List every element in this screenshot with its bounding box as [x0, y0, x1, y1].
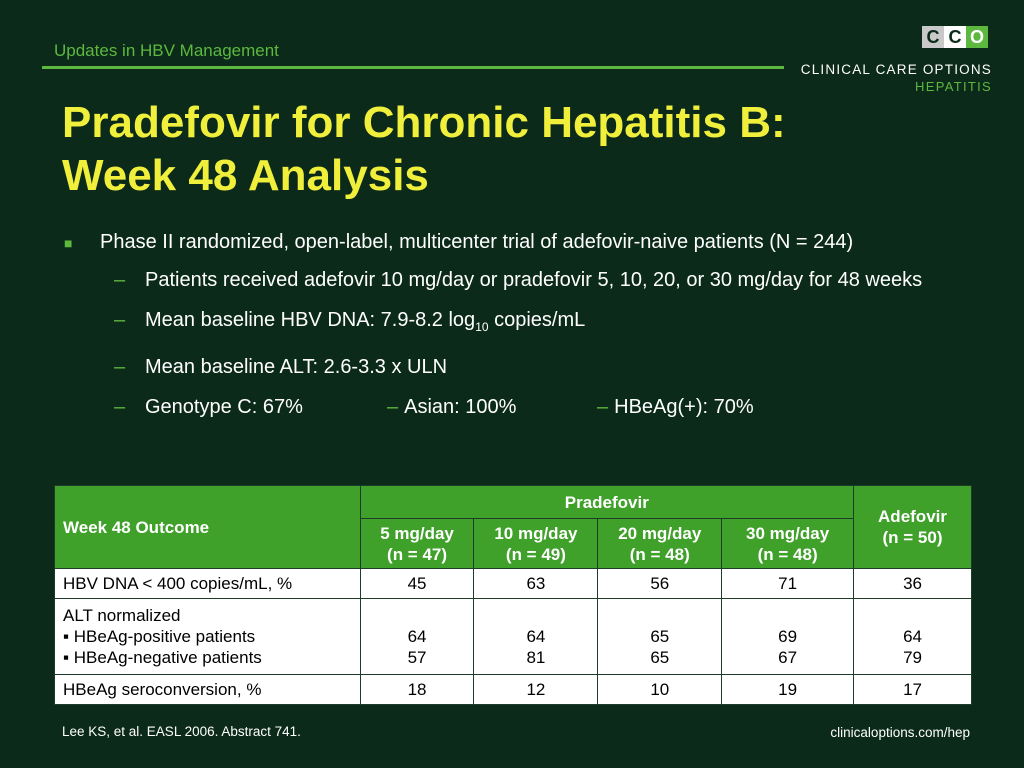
title-line-1: Pradefovir for Chronic Hepatitis B: — [62, 98, 786, 147]
cell-value-positive: 64 — [903, 627, 922, 646]
table-row — [55, 599, 972, 675]
logo-letter-2: C — [944, 26, 966, 48]
sub-bullet-dosing — [62, 268, 982, 292]
asian-text: Asian: 100% — [404, 396, 517, 418]
dose-label: 10 mg/day — [494, 523, 578, 543]
sub-bullet-text: Patients received adefovir 10 mg/day or pradefovir 5, 10, 20, or 30 mg/day for 48 weeks — [145, 269, 923, 291]
reference-citation: Lee KS, et al. EASL 2006. Abstract 741. — [62, 724, 301, 739]
section-label: Updates in HBV Management — [54, 41, 279, 60]
dash-icon: – — [114, 356, 126, 378]
table-cell — [360, 599, 474, 675]
dash-icon: – — [387, 396, 399, 418]
table-cell: 19 — [722, 675, 854, 705]
title-line-2: Week 48 Analysis — [62, 151, 429, 200]
table-cell: 45 — [360, 569, 474, 599]
table-cell: 10 — [598, 675, 722, 705]
table-cell: 56 — [598, 569, 722, 599]
sub-bullets — [62, 268, 982, 419]
sub-bullet-text: Mean baseline HBV DNA: 7.9-8.2 log — [145, 309, 476, 331]
table-cell — [854, 599, 972, 675]
dose-n: (n = 49) — [505, 544, 566, 564]
row-label — [55, 599, 361, 675]
dash-icon: – — [114, 396, 126, 418]
header-dose-30 — [722, 519, 854, 569]
sub-bullet-demographics — [62, 395, 982, 419]
row-label-sub-positive: ▪ HBeAg-positive patients — [63, 627, 256, 646]
hbeag-text: HBeAg(+): 70% — [614, 396, 754, 418]
sub-bullet-hbv-dna — [62, 308, 982, 339]
adefovir-n: (n = 50) — [882, 528, 943, 547]
dose-n: (n = 48) — [757, 544, 818, 564]
row-label-main: ALT normalized — [63, 606, 181, 625]
row-label: HBeAg seroconversion, % — [55, 675, 361, 705]
dose-label: 20 mg/day — [618, 523, 702, 543]
header-adefovir — [854, 486, 972, 569]
header-dose-10 — [474, 519, 598, 569]
main-bullet-text: Phase II randomized, open-label, multicenter trial of adefovir-naive patients (N = 244) — [100, 231, 854, 253]
table-cell: 18 — [360, 675, 474, 705]
dash-icon: – — [114, 269, 126, 291]
cell-value-negative: 81 — [526, 648, 546, 667]
cell-value-positive: 69 — [778, 627, 798, 646]
table-row — [55, 675, 972, 705]
table-cell — [474, 599, 598, 675]
header-divider — [42, 66, 784, 69]
square-bullet-icon: ■ — [64, 235, 73, 251]
brand-block — [801, 62, 992, 94]
main-bullet — [62, 230, 982, 254]
table-cell: 71 — [722, 569, 854, 599]
dose-n: (n = 47) — [387, 544, 448, 564]
header-pradefovir: Pradefovir — [360, 486, 853, 519]
table-cell — [722, 599, 854, 675]
footer-link[interactable]: clinicaloptions.com/hep — [830, 725, 970, 740]
cell-value-positive: 65 — [650, 627, 670, 646]
hbeag-item — [597, 395, 754, 419]
cell-value-positive: 64 — [526, 627, 546, 646]
table-header-row — [55, 486, 972, 519]
sub-bullet-alt — [62, 355, 982, 379]
cell-value-negative: 65 — [650, 648, 670, 667]
log-subscript: 10 — [475, 320, 489, 334]
asian-item — [387, 395, 597, 419]
slide-title — [62, 96, 942, 202]
dose-label: 30 mg/day — [746, 523, 830, 543]
table-cell: 17 — [854, 675, 972, 705]
genotype-text: Genotype C: 67% — [145, 396, 303, 418]
cell-value-negative: 57 — [407, 648, 427, 667]
dose-n: (n = 48) — [629, 544, 690, 564]
table-row — [55, 569, 972, 599]
header-outcome: Week 48 Outcome — [55, 486, 361, 569]
row-label-sub-negative: ▪ HBeAg-negative patients — [63, 648, 262, 667]
brand-name: CLINICAL CARE OPTIONS — [800, 62, 992, 77]
cco-logo — [922, 26, 990, 48]
row-label: HBV DNA < 400 copies/mL, % — [55, 569, 361, 599]
logo-letter-3: O — [966, 26, 988, 48]
brand-subtitle: HEPATITIS — [915, 79, 992, 94]
dash-icon: – — [597, 396, 609, 418]
logo-letter-1: C — [922, 26, 944, 48]
table-cell: 36 — [854, 569, 972, 599]
sub-bullet-text: Mean baseline ALT: 2.6-3.3 x ULN — [145, 356, 448, 378]
table-cell: 63 — [474, 569, 598, 599]
header-dose-20 — [598, 519, 722, 569]
adefovir-label: Adefovir — [878, 507, 947, 526]
cell-value-negative: 79 — [903, 648, 922, 667]
outcomes-table — [54, 485, 972, 705]
header-dose-5 — [360, 519, 474, 569]
cell-value-negative: 67 — [778, 648, 798, 667]
cell-value-positive: 64 — [407, 627, 427, 646]
table-cell — [598, 599, 722, 675]
dash-icon: – — [114, 309, 126, 331]
sub-bullet-text-end: copies/mL — [488, 309, 586, 331]
table-cell: 12 — [474, 675, 598, 705]
bullet-list — [62, 230, 982, 419]
dose-label: 5 mg/day — [380, 523, 454, 543]
